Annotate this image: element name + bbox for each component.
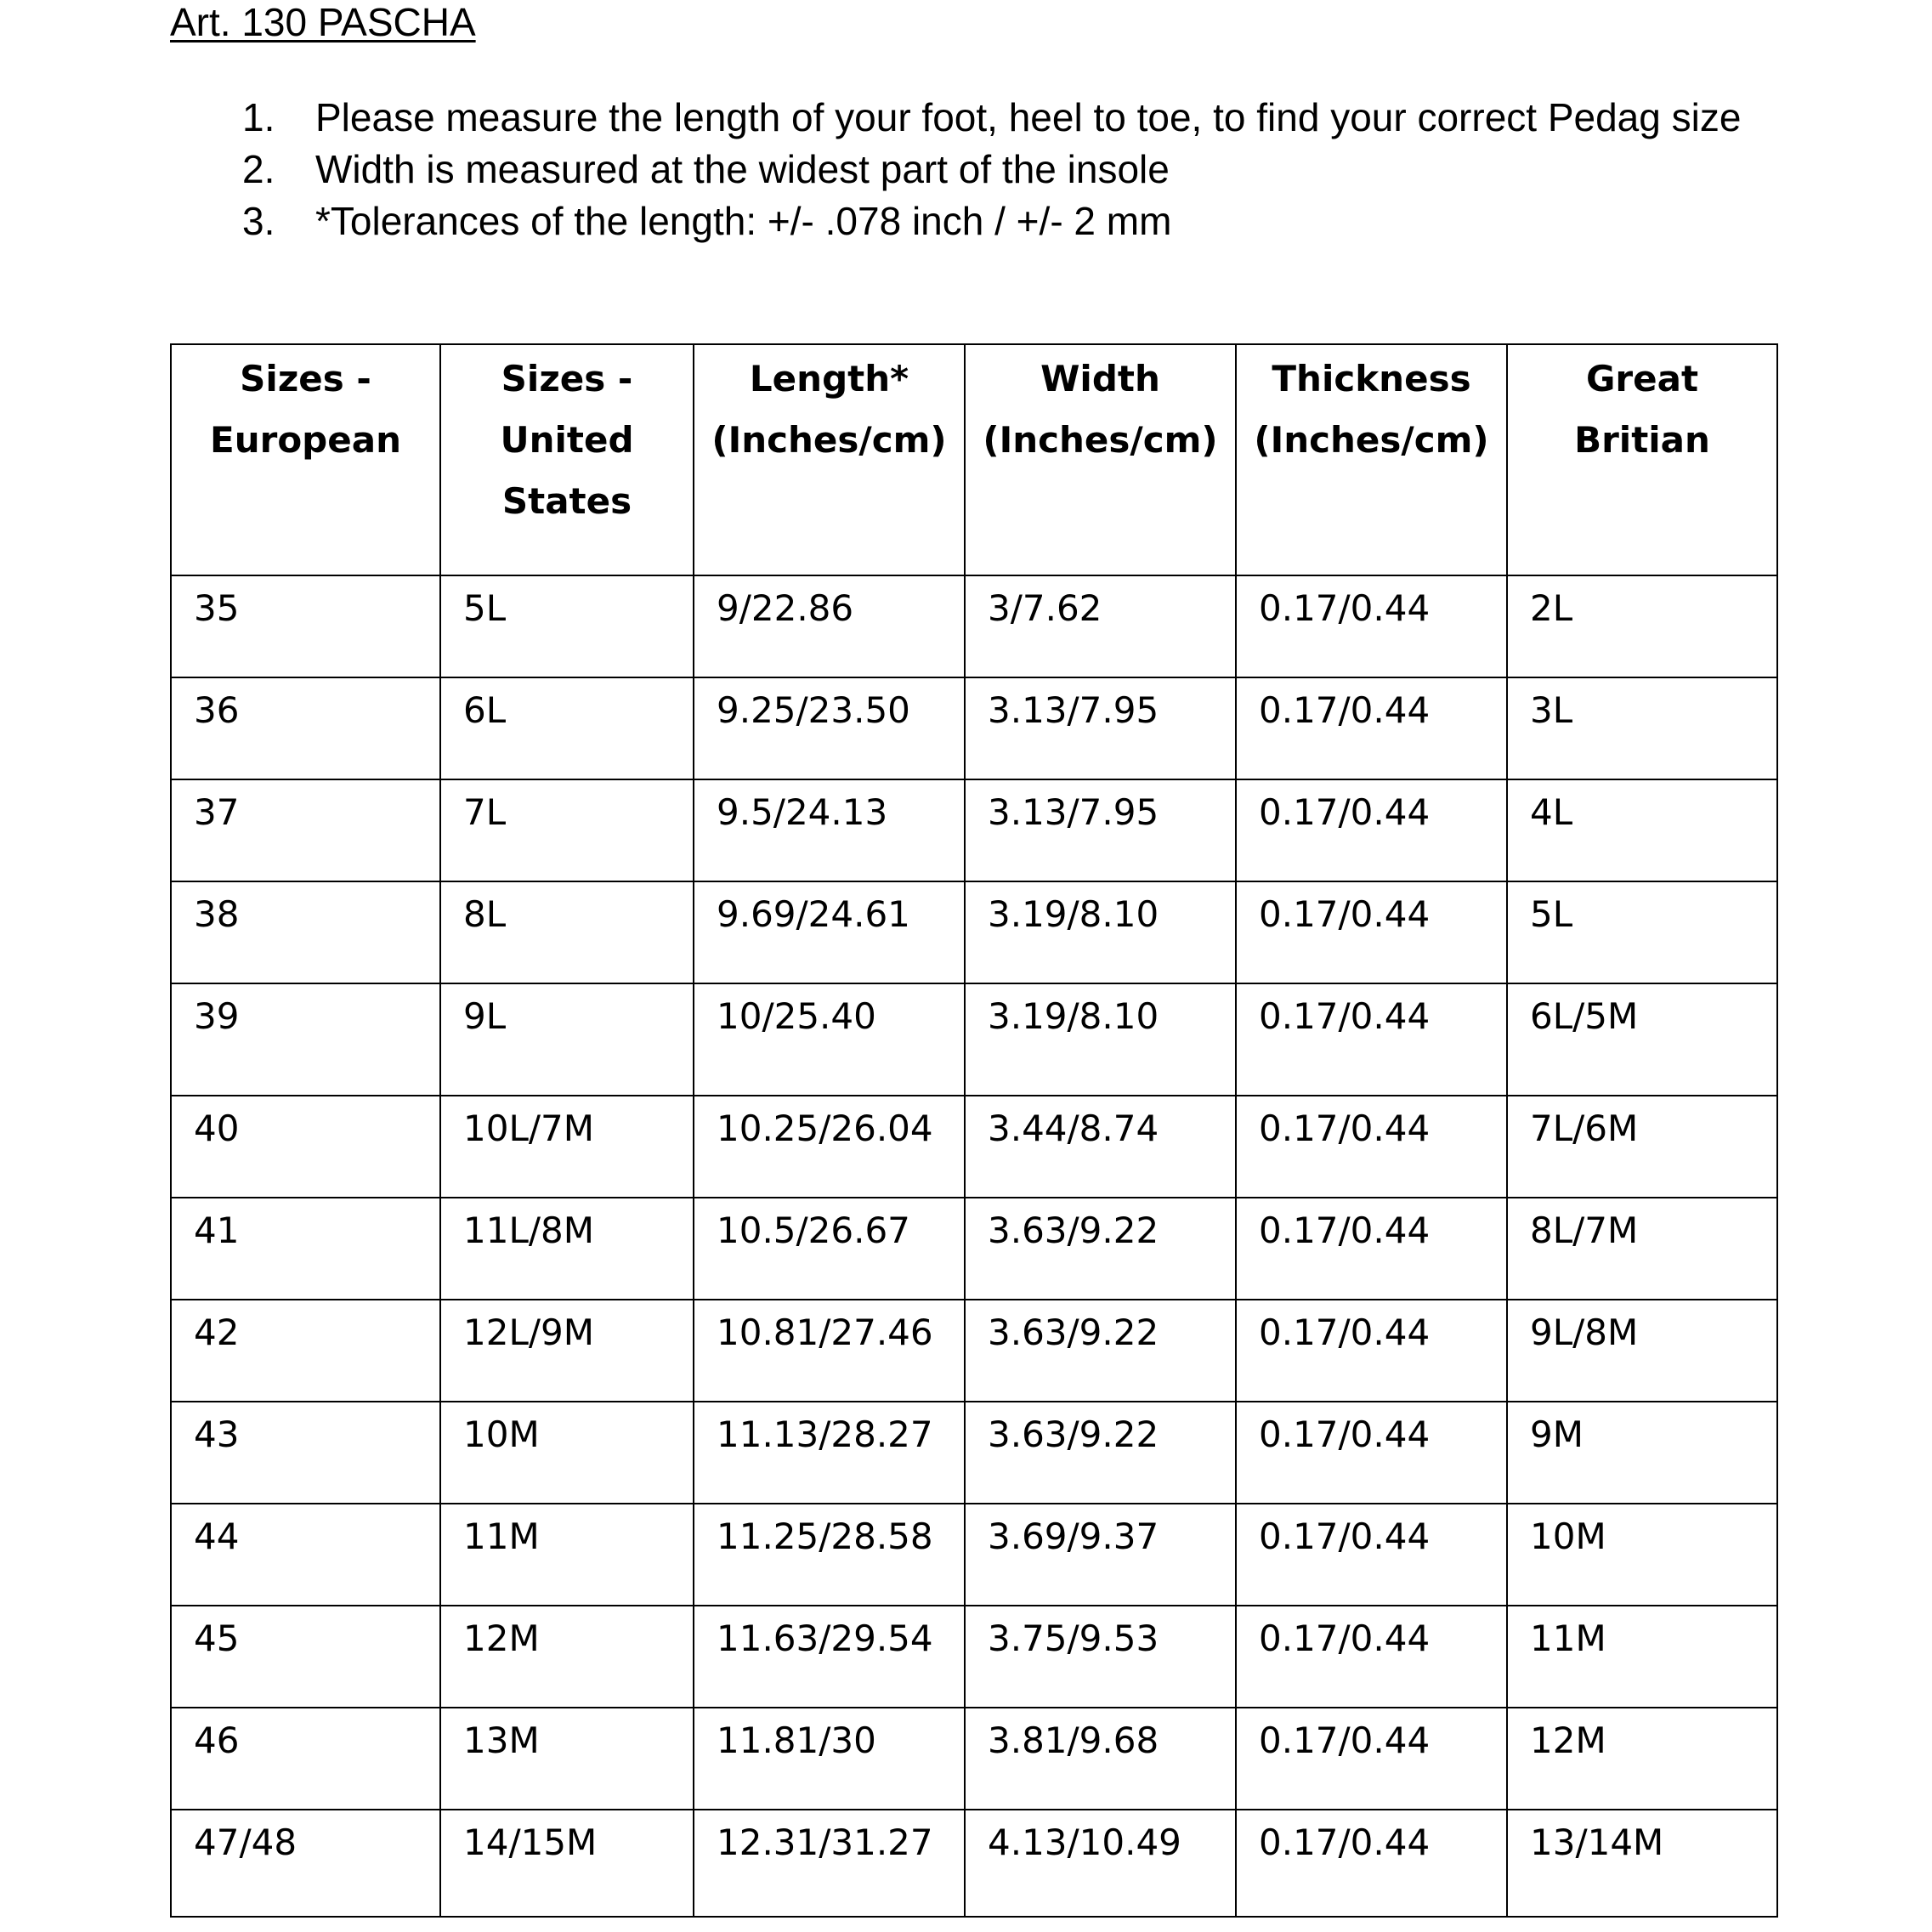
cell-thickness: 0.17/0.44 [1236, 1300, 1507, 1402]
cell-european: 43 [171, 1402, 440, 1504]
header-line: (Inches/cm) [1254, 419, 1489, 461]
cell-us: 14/15M [440, 1810, 694, 1917]
cell-european: 41 [171, 1198, 440, 1300]
cell-length: 10.5/26.67 [694, 1198, 965, 1300]
cell-width: 3/7.62 [965, 575, 1236, 677]
cell-us: 10L/7M [440, 1096, 694, 1198]
cell-european: 36 [171, 677, 440, 779]
instruction-number: 2. [242, 147, 275, 191]
table-row [171, 1198, 1777, 1300]
cell-thickness: 0.17/0.44 [1236, 983, 1507, 1096]
table-row [171, 881, 1777, 983]
cell-us: 10M [440, 1402, 694, 1504]
table-row [171, 1504, 1777, 1606]
header-width [965, 344, 1236, 575]
cell-european: 40 [171, 1096, 440, 1198]
table-row [171, 1402, 1777, 1504]
cell-length: 11.81/30 [694, 1708, 965, 1810]
cell-us: 11L/8M [440, 1198, 694, 1300]
table-row [171, 1300, 1777, 1402]
cell-european: 42 [171, 1300, 440, 1402]
header-line: States [501, 480, 632, 522]
cell-european: 39 [171, 983, 440, 1096]
cell-gb: 3L [1507, 677, 1777, 779]
header-length [694, 344, 965, 575]
cell-thickness: 0.17/0.44 [1236, 779, 1507, 881]
cell-width: 3.63/9.22 [965, 1300, 1236, 1402]
cell-gb: 2L [1507, 575, 1777, 677]
cell-thickness: 0.17/0.44 [1236, 575, 1507, 677]
header-line: Width [1040, 358, 1160, 399]
table-row [171, 677, 1777, 779]
cell-width: 3.69/9.37 [965, 1504, 1236, 1606]
header-line: European [210, 419, 401, 461]
table-row [171, 575, 1777, 677]
cell-length: 9.69/24.61 [694, 881, 965, 983]
cell-length: 12.31/31.27 [694, 1810, 965, 1917]
table-row [171, 779, 1777, 881]
cell-width: 3.63/9.22 [965, 1402, 1236, 1504]
instruction-number: 1. [242, 95, 275, 139]
cell-gb: 9L/8M [1507, 1300, 1777, 1402]
cell-european: 45 [171, 1606, 440, 1708]
header-line: Thickness [1272, 358, 1471, 399]
instruction-text: Please measure the length of your foot, heel to toe, to find your correct Pedag size [315, 95, 1742, 139]
cell-gb: 9M [1507, 1402, 1777, 1504]
cell-length: 11.63/29.54 [694, 1606, 965, 1708]
table-row [171, 1708, 1777, 1810]
cell-gb: 4L [1507, 779, 1777, 881]
cell-width: 3.44/8.74 [965, 1096, 1236, 1198]
cell-us: 12L/9M [440, 1300, 694, 1402]
size-chart-table [170, 343, 1778, 1918]
cell-european: 44 [171, 1504, 440, 1606]
cell-us: 6L [440, 677, 694, 779]
header-line: (Inches/cm) [983, 419, 1218, 461]
cell-gb: 10M [1507, 1504, 1777, 1606]
cell-width: 3.19/8.10 [965, 881, 1236, 983]
cell-width: 3.13/7.95 [965, 779, 1236, 881]
cell-width: 3.63/9.22 [965, 1198, 1236, 1300]
document-title: Art. 130 PASCHA [170, 0, 476, 44]
cell-us: 12M [440, 1606, 694, 1708]
header-line: (Inches/cm) [711, 419, 947, 461]
cell-us: 7L [440, 779, 694, 881]
cell-thickness: 0.17/0.44 [1236, 1606, 1507, 1708]
cell-european: 35 [171, 575, 440, 677]
cell-width: 3.19/8.10 [965, 983, 1236, 1096]
cell-gb: 6L/5M [1507, 983, 1777, 1096]
cell-length: 9.25/23.50 [694, 677, 965, 779]
cell-thickness: 0.17/0.44 [1236, 1096, 1507, 1198]
header-sizes-european [171, 344, 440, 575]
cell-us: 11M [440, 1504, 694, 1606]
cell-width: 4.13/10.49 [965, 1810, 1236, 1917]
cell-thickness: 0.17/0.44 [1236, 881, 1507, 983]
table-row [171, 1810, 1777, 1917]
cell-thickness: 0.17/0.44 [1236, 1198, 1507, 1300]
table-row [171, 1096, 1777, 1198]
header-sizes-united-states [440, 344, 694, 575]
header-line: Sizes - [240, 358, 371, 399]
cell-us: 8L [440, 881, 694, 983]
header-great-britian [1507, 344, 1777, 575]
cell-thickness: 0.17/0.44 [1236, 1810, 1507, 1917]
cell-european: 46 [171, 1708, 440, 1810]
cell-european: 47/48 [171, 1810, 440, 1917]
cell-gb: 7L/6M [1507, 1096, 1777, 1198]
table-row [171, 983, 1777, 1096]
cell-thickness: 0.17/0.44 [1236, 677, 1507, 779]
cell-gb: 11M [1507, 1606, 1777, 1708]
cell-width: 3.75/9.53 [965, 1606, 1236, 1708]
cell-european: 38 [171, 881, 440, 983]
cell-gb: 13/14M [1507, 1810, 1777, 1917]
cell-length: 10/25.40 [694, 983, 965, 1096]
cell-length: 9/22.86 [694, 575, 965, 677]
header-line: United [500, 419, 634, 461]
cell-us: 9L [440, 983, 694, 1096]
cell-length: 11.25/28.58 [694, 1504, 965, 1606]
header-line: Length* [749, 358, 909, 399]
instruction-text: Width is measured at the widest part of the insole [315, 147, 1170, 191]
cell-width: 3.13/7.95 [965, 677, 1236, 779]
cell-length: 10.25/26.04 [694, 1096, 965, 1198]
table-header-row [171, 344, 1777, 575]
cell-length: 11.13/28.27 [694, 1402, 965, 1504]
header-line: Britian [1574, 419, 1710, 461]
cell-gb: 8L/7M [1507, 1198, 1777, 1300]
header-line: Great [1585, 358, 1699, 399]
cell-length: 10.81/27.46 [694, 1300, 965, 1402]
cell-us: 5L [440, 575, 694, 677]
cell-us: 13M [440, 1708, 694, 1810]
cell-width: 3.81/9.68 [965, 1708, 1236, 1810]
cell-length: 9.5/24.13 [694, 779, 965, 881]
table-row [171, 1606, 1777, 1708]
instruction-number: 3. [242, 199, 275, 243]
cell-gb: 5L [1507, 881, 1777, 983]
instruction-text: *Tolerances of the length: +/- .078 inch / +/- 2 mm [315, 199, 1172, 243]
cell-gb: 12M [1507, 1708, 1777, 1810]
header-thickness [1236, 344, 1507, 575]
cell-thickness: 0.17/0.44 [1236, 1504, 1507, 1606]
cell-thickness: 0.17/0.44 [1236, 1708, 1507, 1810]
cell-thickness: 0.17/0.44 [1236, 1402, 1507, 1504]
cell-european: 37 [171, 779, 440, 881]
header-line: Sizes - [501, 358, 633, 399]
